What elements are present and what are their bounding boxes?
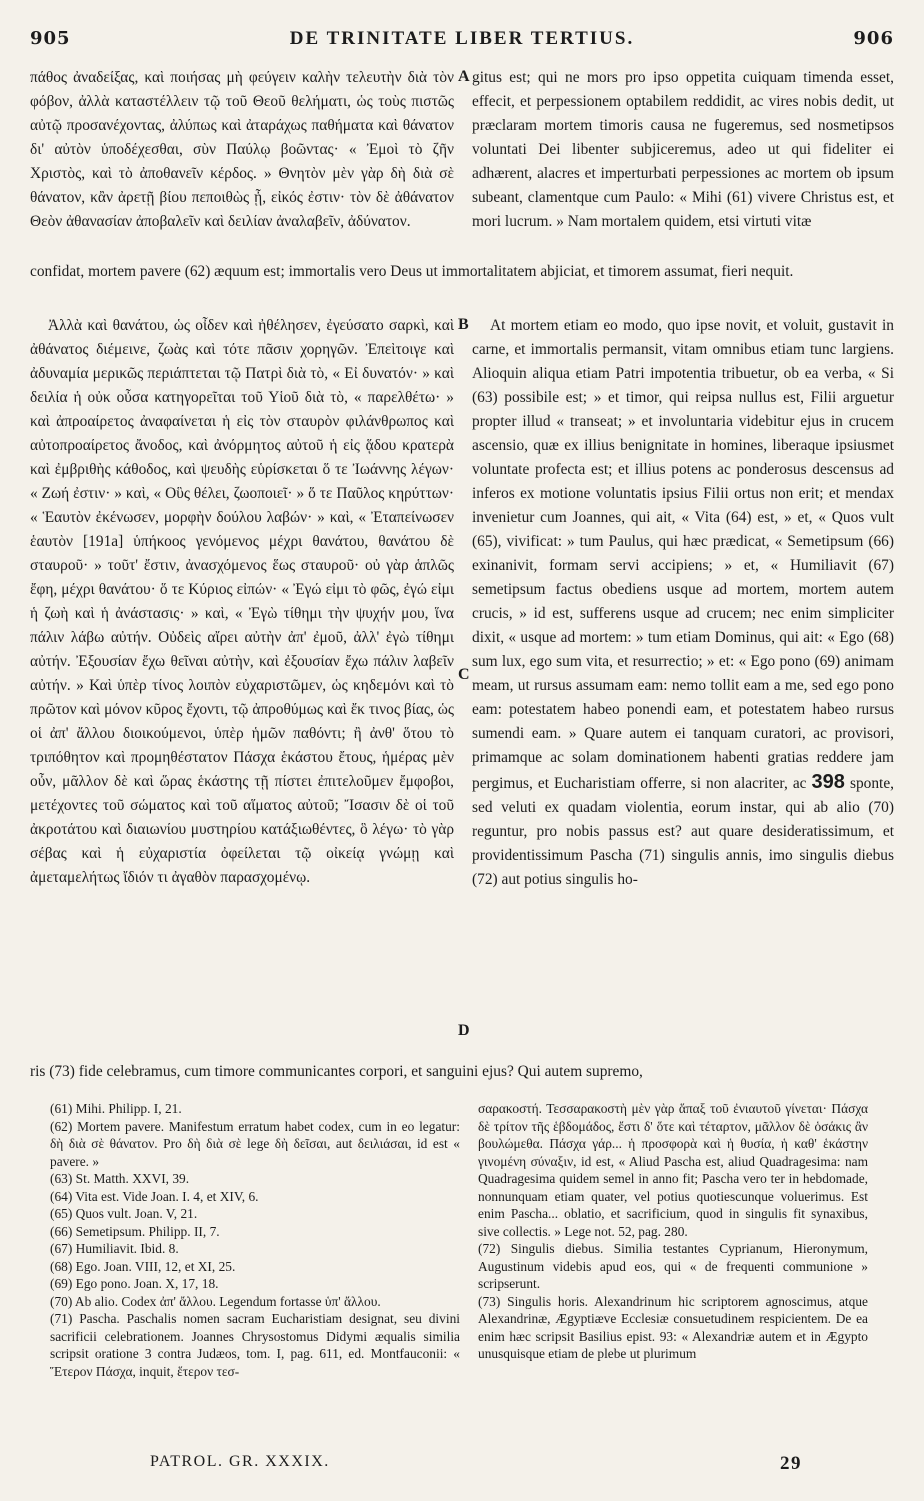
sheet-number: 29 [780, 1453, 802, 1474]
spanning-text-1: confidat, mortem pavere (62) æquum est; immortalis vero Deus ut immortalitatem abjiciat, et timorem assumat, fieri nequit. [30, 263, 794, 280]
footnote: (62) Mortem pavere. Manifestum erratum habet codex, cum in eo legatur: δὴ διὰ σὲ θάνατον. Pro δὴ διὰ σὲ lege δὴ δεῖσαι, aut δειλιάσαι, id est « pavere. » [50, 1118, 460, 1169]
footnote: (69) Ego pono. Joan. X, 17, 18. [50, 1276, 219, 1291]
footnote: (66) Semetipsum. Philipp. II, 7. [50, 1223, 220, 1239]
footnote: (67) Humiliavit. Ibid. 8. [50, 1241, 179, 1256]
footnote: (61) Mihi. Philipp. I, 21. [50, 1101, 182, 1116]
running-header [30, 28, 894, 54]
running-title: DE TRINITATE LIBER TERTIUS. [289, 28, 635, 49]
margin-marker-a: A [458, 68, 470, 85]
page-footer [0, 1453, 924, 1477]
latin-column-lower [472, 314, 894, 892]
footnote: (70) Ab alio. Codex ἀπ' ἄλλου. Legendum fortasse ὑπ' ἄλλου. [50, 1293, 381, 1309]
margin-marker-c: C [458, 666, 470, 683]
greek-column-upper [30, 66, 454, 234]
footnote: (73) Singulis horis. Alexandrinum hic scriptorem agnoscimus, atque Alexandrinæ, Ægyptiæve Ecclesiæ consuetudinem respicientem. De ea enim hæc scripsit Basilius epist. 93: « Alexandriæ autem et in Ægypto unusquisque etiam de plebe ut plurimum [478, 1293, 868, 1361]
greek-column-lower [30, 314, 454, 890]
latin-column-upper [472, 66, 894, 234]
footnote: (64) Vita est. Vide Joan. I. 4, et XIV, 6. [50, 1188, 259, 1204]
signature-mark: PATROL. GR. XXXIX. [150, 1453, 330, 1470]
footnotes-left [50, 1100, 460, 1380]
latin-paragraph-1: gitus est; qui ne mors pro ipso oppetita cuiquam timenda esset, effecit, et perpessionem optabilem reddidit, ac vires nobis dedit, ut præclaram mortem timoris causa ne fugeremus, sed nosmetipsos voluntati Dei libenter subjiceremus, adeo ut qui fideliter ei adhærent, alacres et imperturbati perpessiones ac mortem ob ipsum subeant, clamentque cum Paulo: « Mihi (61) vivere Christus est, et mori lucrum. » Nam mortalem quidem, etsi virtuti vitæ [472, 69, 894, 230]
right-page-number: 906 [853, 28, 894, 49]
footnote: (63) St. Matth. XXVI, 39. [50, 1171, 190, 1186]
footnotes-right [478, 1100, 868, 1363]
footnote: (68) Ego. Joan. VIII, 12, et XI, 25. [50, 1258, 236, 1274]
spanning-text-2: ris (73) fide celebramus, cum timore communicantes corpori, et sanguini ejus? Qui autem supremo, [30, 1063, 643, 1080]
greek-paragraph-2: Ἀλλὰ καὶ θανάτου, ὡς οἶδεν καὶ ἠθέλησεν, ἐγεύσατο σαρκὶ, καὶ ἀθάνατος διέμεινε, ζωὰς καὶ τότε πᾶσιν χορηγῶν. Ἐπεὶτοιγε καὶ ἀδυναμία μερικῶς περιάπτεται τῷ Πατρὶ διὰ τὸ, « Εἰ δυνατόν· » καὶ δειλία ἡ οὐκ οὖσα κατηγορεῖται τοῦ Υἱοῦ διὰ τὸ, « παρελθέτω· » καὶ ἀπροαίρετος ἀναφαίνεται ἡ εἰς τὸν σταυρὸν φιλάνθρωπος καὶ αὐτοπροαίρετος ἄνοδος, καὶ ἀνόρμητος αὐτοῦ ἡ εἰς ᾅδου κρατερὰ καὶ ἐμβριθὴς κάθοδος, καὶ ψευδὴς εὑρίσκεται ὅ τε Ἰωάννης λέγων· « Ζωή ἐστιν· » καὶ, « Οὓς θέλει, ζωοποιεῖ· » ὅ τε Παῦλος κηρύττων· « Ἑαυτὸν ἐκένωσεν, μορφὴν δούλου λαβών· » καὶ, « Ἐταπείνωσεν ἑαυτὸν [191a] ὑπήκοος γενόμενος μέχρι θανάτου, θανάτου δὲ σταυροῦ· » τοῦτ' ἔστιν, ἀνασχόμενος ἕως σταυροῦ· οὐ γὰρ ἁπλῶς ἔφη, μέχρι θανάτου· ὅ τε Κύριος εἰπών· « Ἐγώ εἰμι τὸ φῶς, ἐγώ εἰμι ἡ ζωὴ καὶ ἡ ἀνάστασις· » καὶ, « Ἐγὼ τίθημι τὴν ψυχήν μου, ἵνα πάλιν λάβω αὐτήν. Οὐδεὶς αἴρει αὐτὴν ἀπ' ἐμοῦ, ἀλλ' ἐγὼ τίθημι αὐτήν. Ἐξουσίαν ἔχω θεῖναι αὐτὴν, καὶ ἐξουσίαν ἔχω πάλιν λαβεῖν αὐτήν. » Καὶ ὑπὲρ τίνος λοιπὸν εὐχαριστῶμεν, ὡς κηδεμόνι καὶ τὸ πρῶτον καὶ μόνον κῦρος ἔχοντι, τῷ ἀπροθύμως καὶ ἔκ τινος βίας, ὡς οἱ ἀπ' ἄλλου διοικούμενοι, ὑπὲρ ἡμῶν παθόντι; ἢ ἀνθ' ὅτου τὸ τριπόθητον καὶ προμηθέστατον Πάσχα ἑκάστου ἔτους, ἡμέρας μὲν οὖν, μᾶλλον δὲ καὶ ὥρας ἑκάστης τῇ πίστει ἐπιτελοῦμεν ἔμφοβοι, μετέχοντες τοῦ σώματος καὶ τοῦ αἵματος αὐτοῦ; Ἴσασιν δὲ οἱ τοῦ ἀκροτάτου καὶ διαιωνίου μυστηρίου κατάξιωθέντες, ὃ λέγω· τὸ γὰρ σέβας καὶ ἡ εὐχαριστία ὀφείλεται τῷ οἰκείᾳ γνώμῃ καὶ ἀμεταμελήτως ἴδιόν τι ἀγαθὸν παρασχομένῳ. [30, 317, 454, 886]
edition-page-marker: 398 [811, 771, 845, 793]
footnote: (65) Quos vult. Joan. V, 21. [50, 1206, 198, 1221]
footnote: (72) Singulis diebus. Similia testantes Cyprianum, Hieronymum, Augustinum videbis apud eos, qui « de frequenti communione » scripserunt. [478, 1241, 868, 1291]
margin-marker-b: B [458, 316, 469, 333]
footnote-continued: σαρακοστή. Τεσσαρακοστὴ μὲν γὰρ ἅπαξ τοῦ ἐνιαυτοῦ γίνεται· Πάσχα δὲ τρίτον τῆς ἑβδομάδος, ἔστι δ' ὅτε καὶ τέταρτον, μᾶλλον δὲ ὁσάκις ἂν βουλώμεθα. Πάσχα γάρ... ἡ προσφορὰ καὶ ἡ θυσία, ἡ καθ' ἑκάστην γινομένη σύναξιν, id est, « Aliud Pascha est, aliud Quadragesima: nam Quadragesima quidem semel in anno fit; Pascha vero ter in hebdomade, nonnunquam etiam quater, vel potius quotiescunque voluerimus. Est enim Pascha... oblatio, et sacrificium, quod in singulis fit synaxibus, sive collectis. » Lege not. 52, pag. 280. [478, 1101, 868, 1239]
margin-marker-d: D [458, 1022, 470, 1039]
footnote: (71) Pascha. Paschalis nomen sacram Eucharistiam designat, seu divini sacrificii celebrationem. Joannes Chrysostomus Didymi æqualis similia scripsit oratione 3 contra Judæos, tom. I, pag. 611, ed. Montfauconii: « Ἕτερον Πάσχα, inquit, ἕτερον τεσ- [50, 1311, 460, 1379]
latin-paragraph-2: At mortem etiam eo modo, quo ipse novit, et voluit, gustavit in carne, et immortalis permansit, vitam omnibus etiam tunc largiens. Alioquin aliqua etiam Patri impotentia tribuetur, ob ea verba, « Si (63) possibile est; » et timor, qui reipsa nullus est, Filii arguetur propter illud « transeat; » et involuntaria videbitur ejus in crucem ascensio, quæ ex illius benignitate in homines, liberaque ipsiusmet voluntate profecta est; et illius potens ac ponderosus descensus ad inferos ex motione voluntatis ipsius Filii ortus non erit; et mendax invenietur cum Joannes, qui ait, « Vita (64) est, » et, « Quos vult (65), vivificat: » tum Paulus, qui hæc prædicat, « Semetipsum (66) exinanivit, formam servi accipiens; » et, « Humiliavit (67) semetipsum factus obediens usque ad mortem, mortem autem crucis, » id est, sufferens usque ad crucem; nec enim simpliciter dixit, « usque ad mortem: » tum etiam Dominus, qui ait: « Ego (68) sum lux, ego sum vita, et resurrectio; » et: « Ego pono (69) animam meam, ut rursus assumam eam: nemo tollit eam a me, sed ego pono eam: potestatem habeo ponendi eam, et potestatem habeo rursus sumendi eam. » Quare autem ei tanquam curatori, ac provisori, primamque ac solam dominationem habenti gratias reddere jam pergimus, et Eucharistiam offerre, si non alacriter, ac 398 sponte, sed veluti ex quadam violentia, eorum instar, qui ab alio (70) reguntur, pro nobis passus est? aut quare desideratissimum, et providentissimum Pascha (71) singulis annis, imo singulis diebus (72) aut potius singulis ho- [472, 317, 894, 888]
greek-paragraph-1: πάθος ἀναδείξας, καὶ ποιήσας μὴ φεύγειν καλὴν τελευτὴν διὰ τὸν φόβον, ἀλλὰ καταστέλλειν τῷ τοῦ Θεοῦ θελήματι, ὡς τοὺς πιστῶς αὐτῷ προσανέχοντας, ἀλύπως καὶ ἀταράχως παθήματα καὶ θάνατον δι' αὐτὸν ὑποδέχεσθαι, σὺν Παύλῳ βοῶντας· « Ἐμοὶ τὸ ζῆν Χριστὸς, καὶ τὸ ἀποθανεῖν κέρδος. » Θνητὸν μὲν γὰρ δὴ διὰ σὲ θάνατον, κἂν ἀρετῇ βίου πεποιθὼς ᾖ, εἰκός ἐστιν· τὸν δὲ ἀθάνατον Θεὸν ἀθανασίαν ἀποβαλεῖν καὶ δειλίαν ἀναλαβεῖν, ἀδύνατον. [30, 69, 454, 230]
left-page-number: 905 [30, 28, 71, 49]
main-text [30, 66, 894, 1080]
